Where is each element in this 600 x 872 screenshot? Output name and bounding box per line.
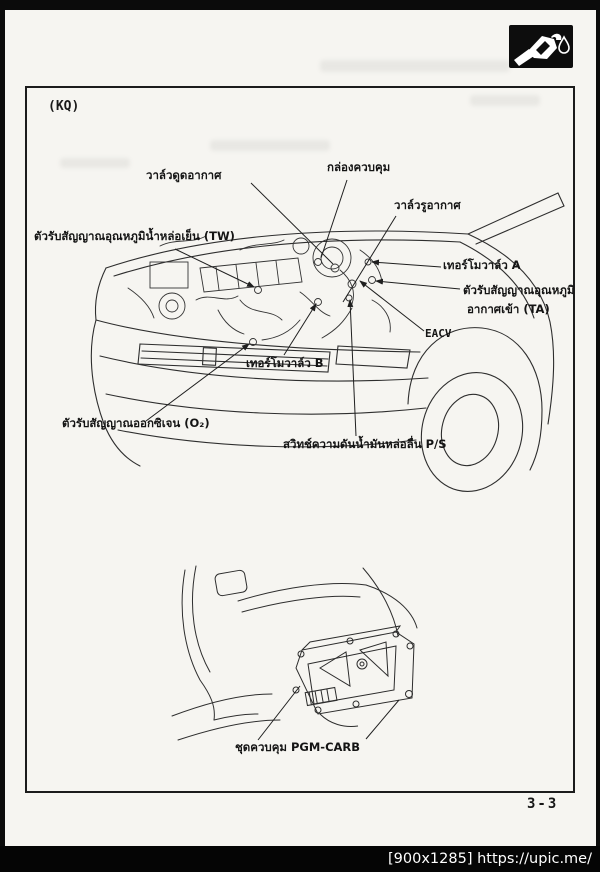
fuel-pump-nozzle-glyph [509,25,573,68]
label-intake-air-temp-sensor-line1: ตัวรับสัญญาณอุณหภูมิ [463,283,575,297]
label-intake-air-temp-sensor-line2: อากาศเข้า (TA) [467,302,550,316]
label-ps-oil-pressure-switch: สวิทช์ความดันน้ำมันหล่อลื่น P/S [283,437,447,451]
label-pgm-carb-control-unit: ชุดควบคุม PGM-CARB [235,740,361,754]
label-eacv: EACV [425,327,452,340]
bleed-through-smudge [320,60,510,72]
label-thermovalve-b: เทอร์โมวาล์ว B [246,356,324,370]
fuel-pump-icon [509,25,573,68]
label-thermovalve-a: เทอร์โมวาล์ว A [443,258,521,272]
label-oxygen-sensor: ตัวรับสัญญาณออกซิเจน (O₂) [62,416,210,430]
label-air-suction-valve: วาล์วดูดอากาศ [146,168,222,182]
watermark-bar [0,846,600,872]
label-control-box: กล่องควบคุม [327,160,391,174]
page-number: 3-3 [527,796,559,812]
label-coolant-temp-sensor-tw: ตัวรับสัญญาณอุณหภูมิน้ำหล่อเย็น (TW) [34,229,235,243]
section-code: (KQ) [48,99,80,114]
watermark-text: [900x1285] https://upic.me/ [388,851,592,867]
label-air-bleed-valve: วาล์วรูอากาศ [394,198,461,212]
